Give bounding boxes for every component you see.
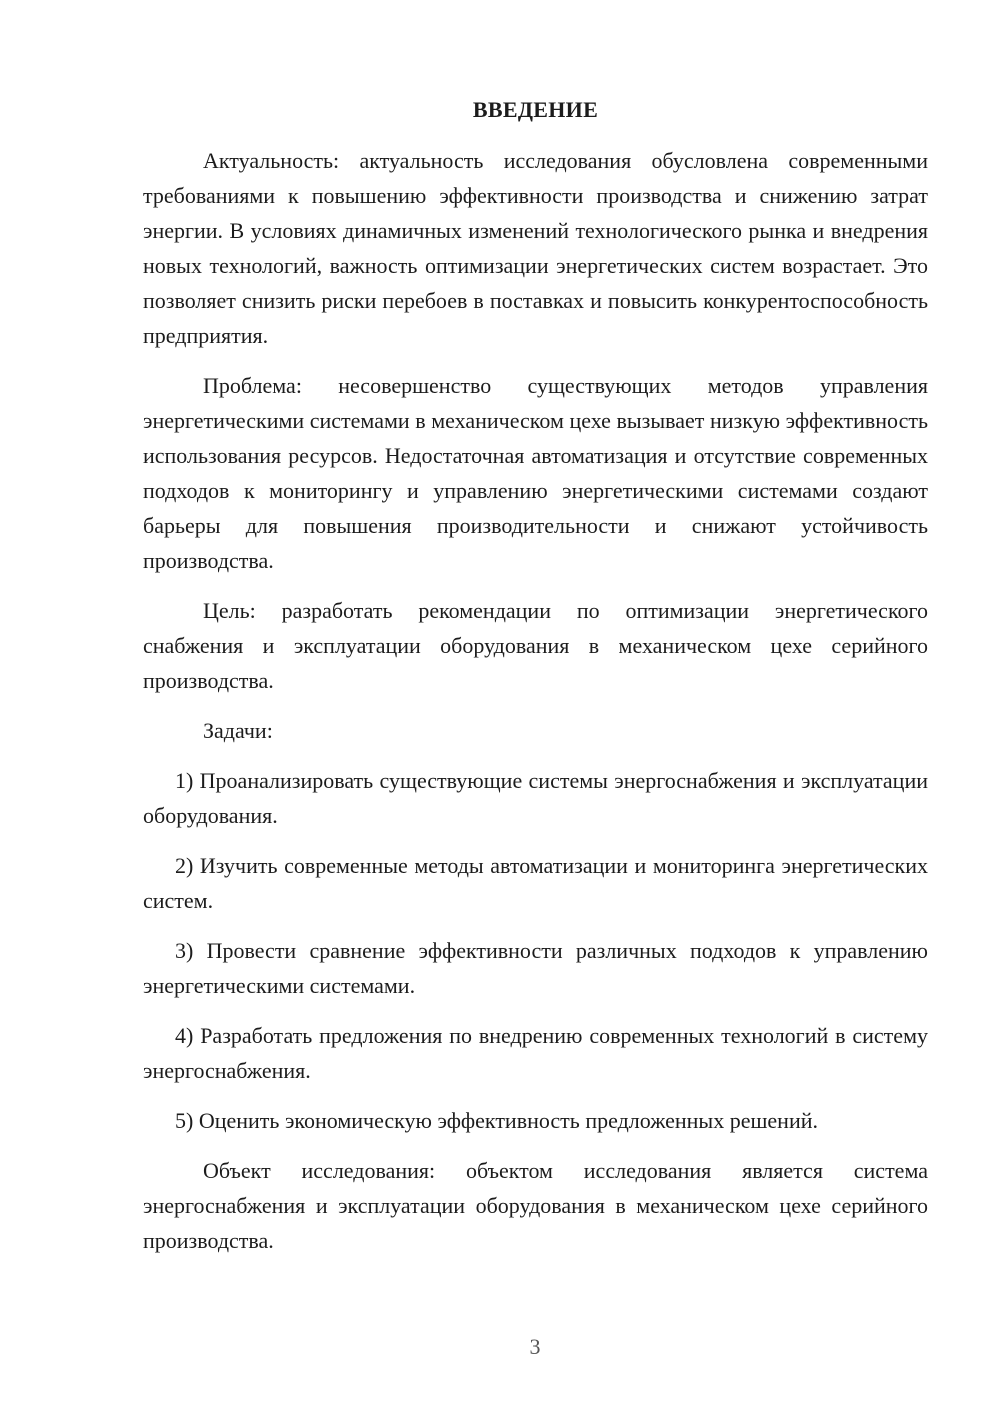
problem-paragraph: Проблема: несовершенство существующих методов управления энергетическими системами в механическом цехе вызывает низкую эффективность использования ресурсов. Недостаточная автоматизация и отсутствие современных подходов к мониторингу и управлению энергетическими системами создают барьеры для повышения производительности и снижают устойчивость производства. bbox=[143, 373, 928, 573]
task-item-2: 2) Изучить современные методы автоматизации и мониторинга энергетических систем. bbox=[143, 853, 928, 913]
task-item-3: 3) Провести сравнение эффективности различных подходов к управлению энергетическими системами. bbox=[143, 938, 928, 998]
tasks-label: Задачи: bbox=[203, 718, 273, 743]
task-item-5: 5) Оценить экономическую эффективность предложенных решений. bbox=[175, 1108, 818, 1133]
task-item-1: 1) Проанализировать существующие системы энергоснабжения и эксплуатации оборудования. bbox=[143, 768, 928, 828]
page-number: 3 bbox=[529, 1334, 541, 1359]
relevance-paragraph: Актуальность: актуальность исследования обусловлена современными требованиями к повышению эффективности производства и снижению затрат энергии. В условиях динамичных изменений технологического рынка и внедрения новых технологий, важность оптимизации энергетических систем возрастает. Это позволяет снизить риски перебоев в поставках и повысить конкурентоспособность предприятия. bbox=[143, 148, 928, 348]
section-heading: ВВЕДЕНИЕ bbox=[472, 97, 599, 122]
object-paragraph: Объект исследования: объектом исследования является система энергоснабжения и эксплуатации оборудования в механическом цехе серийного производства. bbox=[143, 1158, 928, 1253]
goal-paragraph: Цель: разработать рекомендации по оптимизации энергетического снабжения и эксплуатации оборудования в механическом цехе серийного производства. bbox=[143, 598, 928, 693]
task-item-4: 4) Разработать предложения по внедрению современных технологий в систему энергоснабжения. bbox=[143, 1023, 928, 1083]
page-content bbox=[143, 95, 928, 1258]
